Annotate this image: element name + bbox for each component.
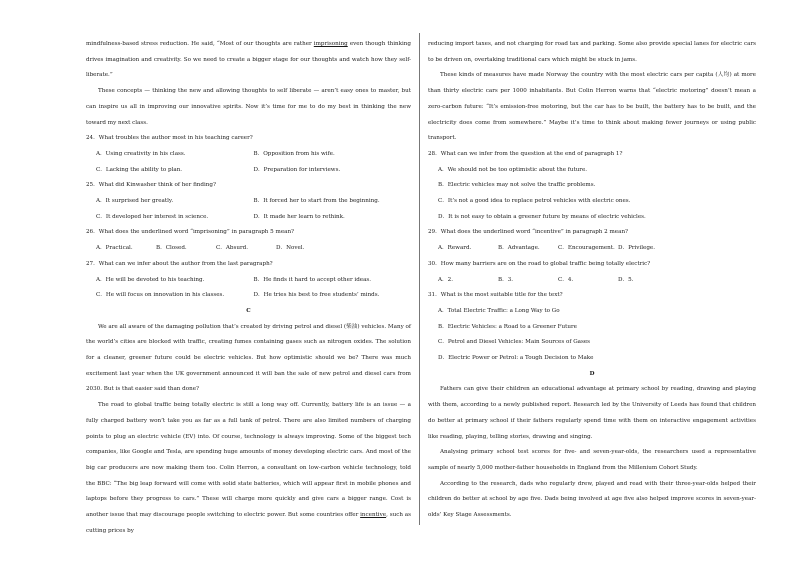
question-26: 26．What does the underlined word “imprisoning” in paragraph 5 mean?: [86, 229, 295, 236]
passage-d-paragraph: According to the research, dads who regularly drew, played and read with their three-year-olds helped their children do better at school by age five. Dads being involved at age five also helped improve scores in seven-year-olds’ Key Stage Assessments.: [428, 480, 756, 519]
option: B．He finds it hard to accept other ideas.: [253, 276, 372, 283]
question-30-options: [428, 273, 756, 289]
question-25-options: [86, 210, 411, 226]
option: A．Total Electric Traffic: a Long Way to Go: [438, 307, 560, 314]
option: A．Using creativity in his class.: [96, 150, 186, 157]
question-27-options: [86, 273, 411, 289]
option: B．3.: [498, 276, 514, 283]
option: D．He tries his best to free students’ minds.: [253, 292, 380, 299]
option: A．It surprised her greatly.: [96, 198, 174, 205]
option: D．It made her learn to rethink.: [253, 213, 345, 220]
option: A．Practical.: [96, 245, 133, 252]
question-24-options: [86, 147, 411, 163]
question-24: 24．What troubles the author most in his teaching career?: [86, 135, 253, 142]
option: D．5.: [618, 276, 634, 283]
passage-d-paragraph: Analysing primary school test scores for five- and seven-year-olds, the researchers used a representative sample of nearly 5,000 mother-father households in England from the Millenium Cohort Study.: [428, 449, 756, 471]
option: D．Electric Power or Petrol: a Tough Decision to Make: [438, 355, 594, 362]
option: A．He will be devoted to his teaching.: [96, 276, 205, 283]
option: C．Encouragement.: [558, 245, 615, 252]
question-29-options: [428, 241, 756, 257]
question-26-options: [86, 241, 411, 257]
underlined-word: imprisoning: [313, 41, 348, 47]
option: B．It forced her to start from the beginning.: [253, 198, 380, 205]
option: D．Privilege.: [618, 245, 656, 252]
option: B．Opposition from his wife.: [253, 150, 335, 157]
right-column: [428, 37, 756, 524]
option: C．It’s not a good idea to replace petrol vehicles with electric ones.: [438, 198, 631, 205]
passage-c-paragraph: We are all aware of the damaging pollution that’s created by driving petrol and diesel (柴油) vehicles. Many of the world’s cities are blocked with traffic, creating fumes containing gases such as nitrogen oxides. The solution for a cleaner, greener future could be electric vehicles. But how optimistic should we be? There was much excitement last year when the UK government announced it will ban the sale of new petrol and diesel cars from 2030. But is that easier said than done?: [86, 323, 411, 393]
passage-c-paragraph: These kinds of measures have made Norway the country with the most electric cars per capita (人均) at more than thirty electric cars per 1000 inhabitants. But Colin Herron warns that “electric motoring” doesn’t mean a zero-carbon future: “It’s emission-free motoring, but the car has to be built, the battery has to be built, and the electricity does come from somewhere.” Maybe it’s time to think about making fewer journeys or using public transport.: [428, 72, 756, 142]
section-heading-d: D: [589, 370, 595, 377]
question-30: 30．How many barriers are on the road to global traffic being totally electric?: [428, 260, 651, 267]
underlined-word: incentive: [360, 512, 387, 519]
option: D．Novel.: [276, 245, 305, 252]
option: A．2.: [438, 276, 453, 283]
option: B．Advantage.: [498, 245, 540, 252]
question-27-options: [86, 288, 411, 304]
option: B．Electric Vehicles: a Road to a Greener Future: [438, 323, 577, 330]
section-heading-c: C: [246, 307, 251, 314]
question-25: 25．What did Kinwasher think of her finding?: [86, 182, 216, 189]
option: C．Petrol and Diesel Vehicles: Main Sources of Gases: [438, 339, 591, 346]
passage-d-paragraph: Fathers can give their children an educational advantage at primary school by reading, drawing and playing with them, according to a newly published report. Research led by the University of Leeds has found that children do better at primary school if their fathers regularly spend time with them on interactive engagement activities like reading, playing, telling stories, drawing and singing.: [428, 386, 756, 440]
option: D．Preparation for interviews.: [253, 166, 341, 173]
option: A．Reward.: [438, 245, 472, 252]
option: C．It developed her interest in science.: [96, 213, 209, 220]
option: C．He will focus on innovation in his classes.: [96, 292, 225, 299]
question-29: 29．What does the underlined word “incentive” in paragraph 2 mean?: [428, 229, 629, 236]
question-27: 27．What can we infer about the author from the last paragraph?: [86, 260, 273, 267]
option: C．4.: [558, 276, 574, 283]
option: B．Electric vehicles may not solve the traffic problems.: [438, 182, 596, 189]
passage-c-paragraph: reducing import taxes, and not charging for road tax and parking. Some also provide special lanes for electric cars to be driven on, overtaking traditional cars which might be stuck in jams.: [428, 41, 756, 63]
option: D．It is not easy to obtain a greener future by means of electric vehicles.: [438, 213, 646, 220]
question-28: 28．What can we infer from the question at the end of paragraph 1?: [428, 150, 623, 157]
passage-b-paragraph: These concepts — thinking the new and allowing thoughts to self liberate — aren’t easy ones to master, but can inspire us all in improving our innovative spirits. Now it’s time for me to do my best in thinking the new toward my next class.: [86, 88, 411, 126]
option: B．Closed.: [156, 245, 187, 252]
question-24-options: [86, 163, 411, 179]
question-25-options: [86, 194, 411, 210]
column-divider: [419, 33, 420, 525]
option: C．Absurd.: [216, 245, 249, 252]
option: A．We should not be too optimistic about the future.: [438, 166, 588, 173]
passage-b-paragraph: mindfulness-based stress reduction. He said, “Most of our thoughts are rather imprisoning even though thinking drives imagination and creativity. So we need to create a bigger stage for our thoughts and watch how they self-liberate.”: [86, 41, 411, 79]
option: C．Lacking the ability to plan.: [96, 166, 183, 173]
question-31: 31．What is the most suitable title for the text?: [428, 292, 563, 299]
left-column: [86, 37, 411, 540]
passage-c-paragraph: The road to global traffic being totally electric is still a long way off. Currently, battery life is an issue — a fully charged battery won’t take you as far as a full tank of petrol. There are also limited numbers of charging points to plug an electric vehicle (EV) into. Of course, technology is always improving. Some of the biggest tech companies, like Google and Tesla, are spending huge amounts of money developing electric cars. And most of the big car producers are now making them too. Colin Herron, a consultant on low-carbon vehicle technology, told the BBC: “The big leap forward will come with solid state batteries, which will appear first in mobile phones and laptops before they progress to cars.” These will charge more quickly and give cars a bigger range. Cost is another issue that may discourage people switching to electric power. But some countries offer incentive, such as cutting prices by: [86, 402, 411, 534]
